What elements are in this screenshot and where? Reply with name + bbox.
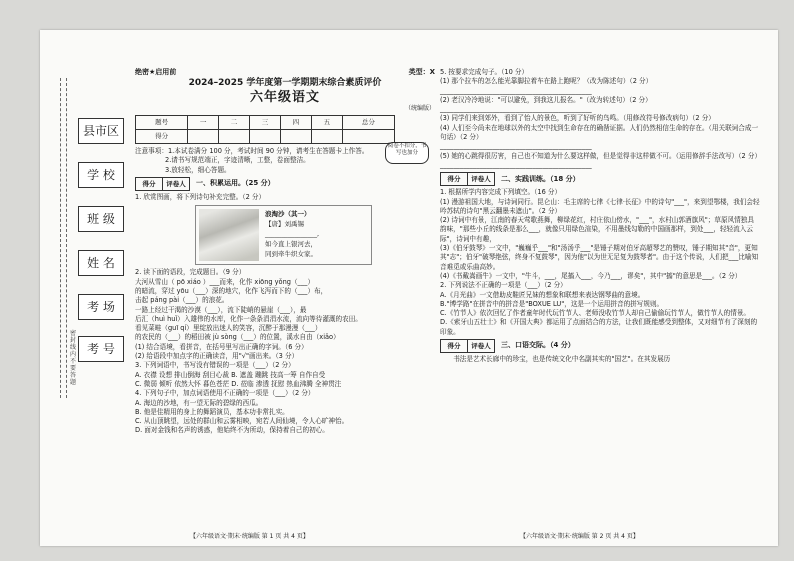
notes-line: 2.请书写规范端正，字迹清晰，工整，卷面整洁。	[165, 156, 310, 165]
page-2-column	[440, 68, 760, 364]
encouragement-stamp: 阅卷不扣分，书写也加分	[385, 142, 429, 164]
notes-line: 注意事项：1.本试卷满分 100 分，考试时间 90 分钟，请考生在答题卡上作答。	[135, 147, 369, 156]
question-line: 1. 根据所学内容完成下列填空。（16 分）	[440, 188, 562, 197]
fill-line[interactable]: (3)《伯牙鼓琴》一文中，"巍巍乎___"和"汤汤乎___"是锤子期对伯牙高超琴艺的赞叹，锤子期知其"音"，更知其"志"；伯牙"破琴绝弦，终身不复鼓琴"，因为他"以为世无足复为鼓琴者"。由于这个传说，人们把___比喻知音难觅或乐曲高妙。	[440, 244, 759, 271]
answer-blank[interactable]: ______________________________________________	[440, 86, 592, 95]
seal-line-inner	[66, 78, 67, 398]
section-1-header	[135, 175, 435, 193]
option-line[interactable]: C.《竹节人》依次回忆了作者童年时代玩竹节人、老师没收竹节人却自己偷偷玩竹节人，做竹节人的情景。	[440, 309, 751, 318]
score-cell[interactable]	[311, 130, 342, 144]
score-cell[interactable]	[250, 130, 281, 144]
secret-label: 绝密★启用前	[135, 68, 177, 76]
question-line: (5) 她的心跳得很厉害，自己也不知道为什么要这样做，但是觉得非这样做不可。（运用修辞手法改写）（2 分）	[440, 151, 762, 160]
option-line[interactable]: C. 从山顶眺望，远处的群山和云雾相映，宛若人间仙境，令人心旷神怡。	[135, 417, 349, 426]
edition-label: （统编版）	[404, 104, 435, 112]
fill-line[interactable]: (1) 漫游祖国大地，与诗词同行。昆仑山：毛主席的七律《七律·长征》中的诗句"___"，来到望鄂楼，我们会轻吟苏轼的诗句"黑云翻墨未遮山"。（2 分）	[440, 197, 760, 215]
grader-box: 得分 评卷人	[440, 339, 495, 353]
option-line[interactable]: D. 面对金钱和名声的诱惑，他始终不为所动，保持着自己的初心。	[135, 426, 329, 435]
answer-blank[interactable]: ______________________________________________	[440, 160, 592, 169]
score-header-cell: 一	[188, 116, 219, 130]
landscape-painting	[199, 209, 259, 261]
passage-line: 后汇（huì huǐ）入雄伟的水库，化作一条条涓涓水流，流向等待灌溉的农田。	[135, 314, 362, 323]
footer-page-1: 【六年级语文·期末·统编版 第 1 页 共 4 页】	[190, 533, 309, 540]
section-1-title: 一、积累运用。（25 分）	[196, 179, 275, 188]
field-class[interactable]: 班 级	[78, 206, 124, 232]
page-1-column	[135, 68, 435, 436]
question-line: (1) 结合语境，看拼音，在括号里写出正确的字词。（6 分）	[135, 342, 308, 351]
notes-line: 3.放轻松，细心答题。	[165, 165, 231, 174]
field-exam-number[interactable]: 考 号	[78, 336, 124, 362]
question-line: 2. 读下面的语段，完成题目。（9 分）	[135, 268, 246, 277]
score-cell[interactable]	[219, 130, 250, 144]
passage-line: 一路上经过干渴的沙漠（___），流下陡峭的悬崖（___），最	[135, 305, 307, 314]
binding-margin	[40, 30, 132, 546]
passage-line: 看见菜畦（guī qí）里绽放出迷人的笑容，沉醉于那漫漫（___）	[135, 324, 322, 333]
footer-page-2: 【六年级语文·期末·统编版 第 2 页 共 4 页】	[520, 533, 639, 540]
score-cell[interactable]	[342, 130, 394, 144]
poem-line-1: 如今直上银河去，	[265, 240, 317, 249]
answer-blank[interactable]: ______________________________________________	[440, 142, 592, 151]
question-line: 4. 下列句子中，加点词语使用不正确的一项是（___）（2 分）	[135, 389, 315, 398]
type-label: 类型：X	[408, 68, 435, 76]
score-cell[interactable]	[188, 130, 219, 144]
score-header-cell: 题号	[136, 116, 188, 130]
poem-box	[195, 205, 372, 265]
passage-line: 击起 páng pài（___）的浪花。	[135, 296, 229, 305]
score-cell[interactable]	[280, 130, 311, 144]
option-line[interactable]: B."博学路"在拼音中的拼音是"BOXUE LU"，这是一个运用拼音的拼写规则。	[440, 299, 664, 308]
passage-line: 的暗流，穿过 yōu（___）深的地穴，化作飞泻而下的（___）布，	[135, 286, 328, 295]
option-line[interactable]: B. 他是佳精用的身上的舞蹈演员，基本功非常扎实。	[135, 407, 289, 416]
question-line: (1) 那个拉车的怎么能光靠脚拉着车在路上跑呢？（改为陈述句）（2 分）	[440, 77, 653, 86]
passage-line: 的农民的（___）的稻田被 jù sòng（___）的位置，溪水自由（xiǎo）	[135, 333, 340, 342]
score-label-cell: 得分	[136, 130, 188, 144]
score-header-cell: 三	[250, 116, 281, 130]
exam-paper	[40, 30, 778, 546]
section-3-header	[440, 337, 760, 355]
question-line: 1. 欣赏图画，将下列诗句补充完整。（2 分）	[135, 193, 266, 202]
score-table	[135, 115, 395, 144]
poem-author: 【唐】刘禹锡	[265, 220, 304, 229]
poem-blank[interactable]: ________________,	[265, 230, 320, 239]
question-line: 3. 下列词语中，书写没有错误的一项是（___）（2 分）	[135, 361, 295, 370]
option-line[interactable]: C. 微弱 倾听 依然大怀 暮色苍茫 D. 莅临 渗透 抚慰 热血沸腾 全神贯注	[135, 379, 342, 388]
option-line[interactable]: A.《月光曲》一文借助皮鞋匠兄妹的想象和联想来表达钢琴曲的意境。	[440, 290, 645, 299]
question-line: (3) 同学们来到郊外，看到了怡人的景色，听到了好听的鸟鸣。（用修改符号修改病句）（2 分）	[440, 114, 715, 123]
poem-line-2: 同到牵牛织女家。	[265, 250, 317, 259]
seal-warning: 密封线内不要答题	[70, 330, 77, 386]
option-line[interactable]: D.《索牙山五壮士》和《开国大典》都运用了点面结合的方法，让我们既能感受到整体，又对细节有了深刻的印象。	[440, 318, 758, 336]
score-header-cell: 总分	[342, 116, 394, 130]
section-3-title: 三、口语交际。（4 分）	[501, 341, 575, 350]
question-line: (4) 人们至今尚未在地球以外的太空中找到生命存在的确凿证据。人们仍然相信生命的存在。（用关联词合成一句话）（2 分）	[440, 123, 759, 142]
passage-line: 大河从雪山（ pō xiáo ）___而来，化作 xiōng yǒng（___）	[135, 277, 315, 286]
passage-line: 书法是艺术长廊中的珍宝，也是传统文化中名副其实的"国艺"。在其发展历	[453, 355, 671, 364]
question-line: 2. 下列说法不正确的一项是（___）（2 分）	[440, 281, 567, 290]
score-header-cell: 二	[219, 116, 250, 130]
question-line: (2) 老汉冷冷地说："可以避免，到我这儿报名。"（改为转述句）（2 分）	[440, 95, 652, 104]
poem-title: 浪淘沙（其一）	[265, 210, 311, 219]
section-2-title: 二、实践训练。（18 分）	[501, 174, 580, 183]
fill-line[interactable]: (2) 诗词中有景，江南的春天莺歌燕舞，柳绿花红，村庄依山傍水，"___"，水村山郭酒旗风"；草原风情独具韵味，"那些小丘的线条是那么___，就像只用绿色渲染，不用墨线勾勒的中国画那样，到处___，轻轻流入云际"，诗词中有趣，	[440, 216, 754, 243]
field-school[interactable]: 学 校	[78, 162, 124, 188]
score-header-cell: 五	[311, 116, 342, 130]
fill-line[interactable]: (4)《书戴嵩画牛》一文中，"牛斗，___，尾搐入___，今乃___，谬矣"，其中"搐"的意思是___。（2 分）	[440, 271, 742, 280]
grader-box: 得分 评卷人	[440, 172, 495, 186]
option-line[interactable]: A. 海边的沙地，有一望无际的碧绿的西瓜。	[135, 398, 263, 407]
option-line[interactable]: A. 衣襟 设想 排山倒海 刮目心裁 B. 遮盖 蹦跳 技高一筹 自作自受	[135, 370, 326, 379]
grader-box: 得分 评卷人	[135, 177, 190, 191]
field-exam-room[interactable]: 考 场	[78, 294, 124, 320]
seal-line-outer	[60, 78, 61, 398]
exam-title: 2024–2025 学年度第一学期期末综合素质评价	[188, 78, 382, 89]
score-header-cell: 四	[280, 116, 311, 130]
subject-title: 六年级语文	[249, 89, 320, 105]
question-line: (2) 给语段中加点字的正确读音，用"√"画出来。（3 分）	[135, 352, 299, 361]
answer-blank[interactable]: ______________________________________________	[440, 105, 592, 114]
field-county[interactable]: 县市区	[78, 118, 124, 144]
question-line: 5. 按要求完成句子。（10 分）	[440, 68, 529, 76]
section-2-header	[440, 170, 760, 188]
field-name[interactable]: 姓 名	[78, 250, 124, 276]
